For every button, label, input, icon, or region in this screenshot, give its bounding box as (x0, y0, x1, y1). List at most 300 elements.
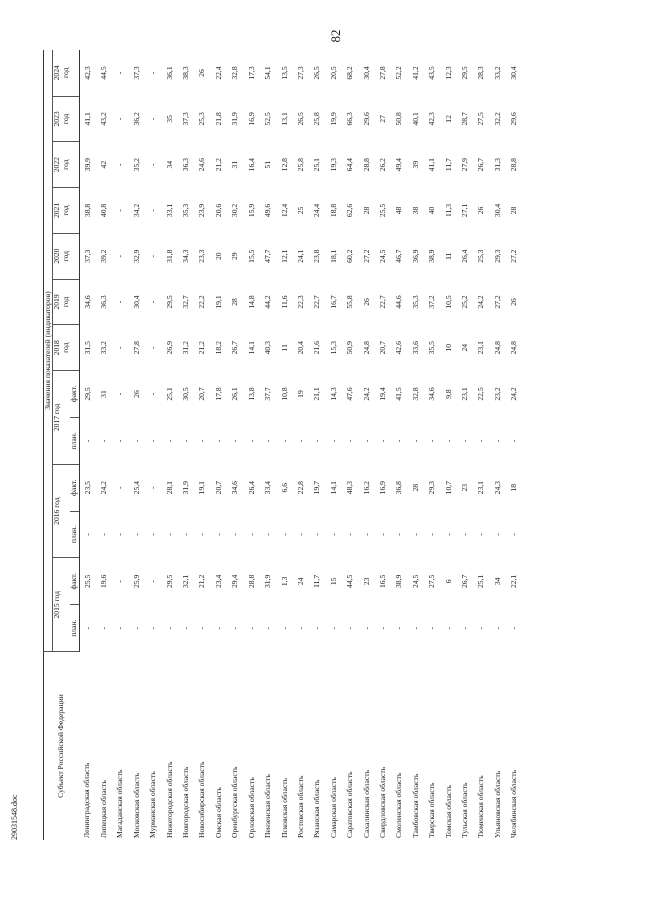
value-cell: 26 (476, 206, 486, 215)
value-cell: - (328, 439, 338, 443)
value-cell: 24 (459, 343, 469, 352)
value-cell: - (263, 439, 273, 443)
value-cell: - (377, 439, 387, 443)
region-name: Тверская область (427, 782, 437, 838)
value-cell: - (148, 392, 158, 396)
value-cell: 27,2 (361, 249, 371, 263)
value-cell: - (443, 533, 453, 536)
header-2023: 2023 (53, 96, 62, 142)
value-cell: - (148, 300, 158, 304)
value-cell: 34 (164, 160, 174, 169)
value-cell: 27,2 (492, 295, 502, 309)
value-cell: - (148, 209, 158, 212)
value-cell: 6 (443, 579, 453, 584)
value-cell: 20,7 (197, 387, 207, 401)
value-cell: 43,2 (99, 112, 109, 126)
value-cell: 41,2 (410, 66, 420, 80)
table-body (79, 50, 522, 840)
value-cell: 23,1 (476, 481, 486, 495)
value-cell: 25,1 (164, 387, 174, 401)
value-cell: 27,9 (459, 158, 469, 172)
value-cell: 26,9 (164, 341, 174, 355)
table-row (309, 50, 325, 840)
region-name: Оренбургская область (230, 766, 240, 838)
value-cell: 18,1 (328, 249, 338, 263)
value-cell: 11,7 (443, 158, 453, 172)
value-cell: 20,7 (377, 341, 387, 355)
table-row (293, 50, 309, 840)
header-2016: 2016 год (53, 464, 62, 558)
table-row (96, 50, 112, 840)
value-cell: - (427, 533, 437, 536)
value-cell: 17,8 (213, 387, 223, 401)
value-cell: 25,3 (476, 249, 486, 263)
value-cell: 20,5 (328, 66, 338, 80)
header-2017: 2017 год (53, 371, 62, 465)
value-cell: - (345, 626, 355, 630)
value-cell: - (131, 533, 141, 536)
value-cell: 24 (295, 577, 305, 586)
value-cell: - (197, 626, 207, 630)
value-cell: - (115, 580, 125, 583)
value-cell: - (131, 439, 141, 443)
value-cell: 27,1 (459, 203, 469, 218)
region-name: Псковская область (279, 778, 289, 838)
value-cell: 20,4 (295, 341, 305, 355)
value-cell: 28,8 (361, 158, 371, 172)
value-cell: 11 (279, 344, 289, 352)
value-cell: 38 (410, 206, 420, 215)
table-row (194, 50, 210, 840)
table-row (260, 50, 276, 840)
value-cell: - (443, 439, 453, 443)
value-cell: 39,2 (99, 249, 109, 263)
value-cell: - (279, 533, 289, 536)
value-cell: - (328, 626, 338, 630)
header-2021: 2021 (53, 188, 62, 234)
value-cell: - (115, 209, 125, 212)
value-cell: - (328, 533, 338, 536)
value-cell: - (115, 486, 125, 489)
value-cell: 11 (443, 252, 453, 260)
value-cell: 25,1 (312, 158, 322, 172)
value-cell: 29,5 (459, 66, 469, 80)
region-name: Рязанская область (312, 779, 322, 838)
value-cell: 16,9 (377, 481, 387, 495)
value-cell: 10,7 (443, 481, 453, 495)
value-cell: - (115, 533, 125, 536)
value-cell: 16,7 (328, 295, 338, 309)
value-cell: 21,2 (197, 574, 207, 588)
value-cell: 24,5 (377, 249, 387, 263)
value-cell: 22,5 (476, 387, 486, 401)
value-cell: 26 (131, 390, 141, 398)
value-cell: 15,9 (246, 203, 256, 218)
value-cell: 37,2 (427, 295, 437, 309)
value-cell: 32,9 (131, 249, 141, 263)
value-cell: - (394, 533, 404, 536)
value-cell: 14,3 (328, 387, 338, 401)
region-name: Липецкая область (99, 780, 109, 838)
table-row (473, 50, 489, 840)
value-cell: 28 (230, 298, 240, 306)
value-cell: 48,3 (345, 481, 355, 495)
value-cell: 42,3 (82, 66, 92, 80)
value-cell: - (115, 300, 125, 304)
value-cell: 28,3 (476, 66, 486, 80)
value-cell: - (230, 626, 240, 630)
value-cell: 29,3 (492, 249, 502, 263)
value-cell: - (509, 439, 519, 443)
value-cell: 66,3 (345, 112, 355, 126)
table-header (44, 50, 80, 840)
value-cell: - (115, 254, 125, 258)
value-cell: - (246, 439, 256, 443)
value-cell: 34,6 (82, 295, 92, 309)
value-cell: 33,2 (492, 66, 502, 80)
value-cell: 1,3 (279, 576, 289, 587)
region-name: Орловская область (246, 777, 256, 838)
value-cell: - (361, 439, 371, 443)
value-cell: 28 (509, 206, 519, 215)
value-cell: 16,9 (246, 112, 256, 126)
value-cell: - (246, 626, 256, 630)
page-number: 82 (328, 29, 343, 43)
value-cell: 35,5 (427, 341, 437, 355)
value-cell: - (99, 439, 109, 443)
header-indicators: Значения показателей (индикаторов) (44, 50, 53, 652)
value-cell: 36,1 (164, 66, 174, 80)
value-cell: 36,3 (99, 295, 109, 309)
value-cell: 10 (443, 343, 453, 352)
value-cell: 29,5 (82, 387, 92, 401)
value-cell: - (345, 533, 355, 536)
value-cell: 18 (509, 483, 519, 492)
value-cell: - (509, 533, 519, 536)
value-cell: - (213, 626, 223, 630)
header-god: год (62, 325, 70, 371)
value-cell: 42,3 (427, 112, 437, 126)
header-plan: план. (70, 605, 79, 652)
header-2015: 2015 год (53, 558, 62, 652)
table-row (342, 50, 358, 840)
value-cell: 16,5 (377, 574, 387, 588)
value-cell: 30,4 (492, 203, 502, 218)
value-cell: 16,2 (361, 481, 371, 495)
table-row (211, 50, 227, 840)
value-cell: 28,7 (459, 112, 469, 126)
value-cell: 23 (361, 577, 371, 586)
value-cell: 52,2 (394, 66, 404, 80)
value-cell: 31,3 (492, 158, 502, 172)
value-cell: - (377, 626, 387, 630)
value-cell: 50,8 (394, 112, 404, 126)
value-cell: - (115, 392, 125, 396)
value-cell: - (459, 439, 469, 443)
value-cell: 31,8 (164, 249, 174, 263)
region-name: Свердловская область (377, 766, 387, 838)
value-cell: 31 (230, 160, 240, 169)
value-cell: 14,1 (246, 341, 256, 355)
value-cell: 23,4 (213, 574, 223, 588)
value-cell: 34,6 (230, 481, 240, 495)
value-cell: 51 (263, 160, 273, 169)
value-cell: - (230, 533, 240, 536)
table-row (244, 50, 260, 840)
value-cell: 19,1 (213, 295, 223, 309)
value-cell: 29,6 (509, 112, 519, 126)
value-cell: 22,4 (213, 66, 223, 80)
value-cell: 29,5 (164, 295, 174, 309)
value-cell: 31 (99, 390, 109, 398)
value-cell: 12,8 (279, 158, 289, 172)
value-cell: - (492, 533, 502, 536)
value-cell: 12,3 (443, 66, 453, 80)
value-cell: 11,7 (312, 574, 322, 588)
value-cell: 49,6 (263, 203, 273, 218)
value-cell: 26,7 (459, 574, 469, 588)
value-cell: 12,1 (279, 249, 289, 263)
value-cell: 27,5 (427, 574, 437, 588)
value-cell: - (476, 439, 486, 443)
value-cell: 23,8 (312, 249, 322, 263)
value-cell: 26,1 (230, 387, 240, 401)
value-cell: 44,5 (345, 574, 355, 588)
value-cell: 38,9 (427, 249, 437, 263)
value-cell: 31,9 (263, 574, 273, 588)
value-cell: 39 (410, 160, 420, 169)
value-cell: 40 (427, 206, 437, 215)
value-cell: - (295, 626, 305, 630)
value-cell: 23,3 (197, 249, 207, 263)
value-cell: 13,8 (246, 387, 256, 401)
value-cell: 29,3 (427, 481, 437, 495)
value-cell: 37,3 (82, 249, 92, 263)
value-cell: 27,5 (476, 112, 486, 126)
value-cell: 32,8 (230, 66, 240, 80)
value-cell: 13,1 (279, 112, 289, 126)
value-cell: - (131, 626, 141, 630)
value-cell: 22,7 (312, 295, 322, 309)
value-cell: 52,5 (263, 112, 273, 126)
value-cell: 10,5 (443, 295, 453, 309)
region-name: Тамбовская область (410, 773, 420, 838)
value-cell: - (148, 117, 158, 121)
table-row (112, 50, 128, 840)
value-cell: 24,8 (509, 341, 519, 355)
value-cell: 26,4 (246, 481, 256, 495)
value-cell: 23,2 (492, 387, 502, 401)
value-cell: 20 (213, 252, 223, 260)
value-cell: 31,9 (181, 481, 191, 495)
value-cell: - (115, 71, 125, 75)
value-cell: 27,3 (295, 66, 305, 80)
value-cell: 55,8 (345, 295, 355, 309)
region-name: Новосибирская область (197, 761, 207, 838)
value-cell: 64,4 (345, 158, 355, 172)
value-cell: 35 (164, 115, 174, 123)
value-cell: - (361, 626, 371, 630)
value-cell: 42 (99, 160, 109, 169)
value-cell: 38,3 (181, 66, 191, 80)
value-cell: 37,3 (131, 66, 141, 80)
value-cell: 34 (492, 577, 502, 586)
value-cell: 23,5 (82, 481, 92, 495)
value-cell: 41,5 (394, 387, 404, 401)
value-cell: 21,2 (213, 158, 223, 172)
value-cell: - (181, 533, 191, 536)
value-cell: - (279, 626, 289, 630)
region-name: Самарская область (328, 777, 338, 838)
value-cell: 18,2 (213, 341, 223, 355)
header-god: год (62, 188, 70, 234)
value-cell: 41,1 (427, 158, 437, 172)
value-cell: 25,8 (312, 112, 322, 126)
value-cell: 26 (197, 69, 207, 77)
value-cell: 60,2 (345, 249, 355, 263)
value-cell: - (148, 71, 158, 75)
value-cell: - (476, 626, 486, 630)
value-cell: 25,5 (377, 203, 387, 218)
value-cell: - (459, 533, 469, 536)
table-row (79, 50, 96, 840)
value-cell: - (410, 626, 420, 630)
value-cell: 32,2 (492, 112, 502, 126)
value-cell: 6,6 (279, 482, 289, 493)
region-name: Московская область (131, 772, 141, 838)
value-cell: 26,5 (295, 112, 305, 126)
value-cell: - (394, 626, 404, 630)
region-name: Ростовская область (295, 775, 305, 838)
value-cell: - (148, 439, 158, 443)
value-cell: 27,8 (377, 66, 387, 80)
value-cell: - (443, 626, 453, 630)
value-cell: 23 (459, 483, 469, 492)
value-cell: 19 (295, 390, 305, 398)
value-cell: - (99, 626, 109, 630)
value-cell: 25,9 (131, 574, 141, 588)
value-cell: - (148, 580, 158, 583)
value-cell: - (345, 439, 355, 443)
value-cell: 28,8 (509, 158, 519, 172)
value-cell: - (410, 439, 420, 443)
value-cell: - (295, 439, 305, 443)
value-cell: 50,9 (345, 341, 355, 355)
header-subject: Субъект Российской Федерации (44, 652, 80, 840)
value-cell: - (312, 439, 322, 443)
value-cell: 30,2 (230, 203, 240, 218)
table-row (227, 50, 243, 840)
value-cell: - (263, 626, 273, 630)
value-cell: 16,4 (246, 158, 256, 172)
value-cell: 24,8 (492, 341, 502, 355)
rotated-table-area (18, 10, 648, 880)
value-cell: 38,8 (82, 203, 92, 218)
value-cell: 47,7 (263, 249, 273, 263)
value-cell: 12,4 (279, 203, 289, 218)
value-cell: - (148, 346, 158, 349)
value-cell: - (148, 533, 158, 536)
value-cell: 37,3 (181, 112, 191, 126)
value-cell: 35,3 (181, 203, 191, 218)
value-cell: 34,3 (181, 249, 191, 263)
value-cell: 19,9 (328, 112, 338, 126)
value-cell: 44,6 (394, 295, 404, 309)
value-cell: 24,5 (410, 574, 420, 588)
value-cell: - (492, 626, 502, 630)
value-cell: 12 (443, 115, 453, 123)
value-cell: 43,5 (427, 66, 437, 80)
value-cell: 37,7 (263, 387, 273, 401)
value-cell: 34,2 (131, 203, 141, 218)
header-2020: 2020 (53, 233, 62, 279)
header-fakt: факт. (70, 558, 79, 605)
value-cell: - (82, 533, 92, 536)
value-cell: 25,1 (476, 574, 486, 588)
value-cell: 22,7 (377, 295, 387, 309)
value-cell: - (295, 533, 305, 536)
table-row (326, 50, 342, 840)
value-cell: 29,5 (164, 574, 174, 588)
value-cell: - (115, 163, 125, 166)
value-cell: - (394, 439, 404, 443)
value-cell: 36,2 (131, 112, 141, 126)
value-cell: - (410, 533, 420, 536)
value-cell: - (279, 439, 289, 443)
region-name: Смоленская область (394, 772, 404, 838)
value-cell: 23,9 (197, 203, 207, 218)
value-cell: 18,8 (328, 203, 338, 218)
value-cell: 21,1 (312, 387, 322, 401)
value-cell: 30,4 (131, 295, 141, 309)
value-cell: 44,2 (263, 295, 273, 309)
region-name: Магаданская область (115, 769, 125, 838)
value-cell: - (197, 439, 207, 443)
value-cell: 23,1 (459, 387, 469, 401)
table-row (145, 50, 161, 840)
value-cell: 19,7 (312, 481, 322, 495)
header-fakt: факт. (70, 371, 79, 418)
value-cell: 46,7 (394, 249, 404, 263)
value-cell: 54,1 (263, 66, 273, 80)
header-god: год (62, 96, 70, 142)
value-cell: 11,6 (279, 295, 289, 309)
region-name: Сахалинская область (361, 770, 371, 838)
value-cell: 28 (361, 206, 371, 215)
value-cell: 24,2 (509, 387, 519, 401)
value-cell: 17,3 (246, 66, 256, 80)
value-cell: 30,4 (509, 66, 519, 80)
value-cell: - (115, 117, 125, 121)
value-cell: 24,3 (492, 481, 502, 495)
table-row (424, 50, 440, 840)
value-cell: - (509, 626, 519, 630)
value-cell: 22,8 (295, 481, 305, 495)
region-name: Ленинградская область (82, 762, 92, 838)
value-cell: - (164, 533, 174, 536)
value-cell: 19,4 (377, 387, 387, 401)
table-row (162, 50, 178, 840)
value-cell: 33,6 (410, 341, 420, 355)
table-row (277, 50, 293, 840)
table-row (408, 50, 424, 840)
value-cell: 24,1 (295, 249, 305, 263)
value-cell: 33,1 (164, 203, 174, 218)
value-cell: - (476, 533, 486, 536)
header-god: год (60, 67, 70, 78)
value-cell: 32,7 (181, 295, 191, 309)
value-cell: 31,9 (230, 112, 240, 126)
